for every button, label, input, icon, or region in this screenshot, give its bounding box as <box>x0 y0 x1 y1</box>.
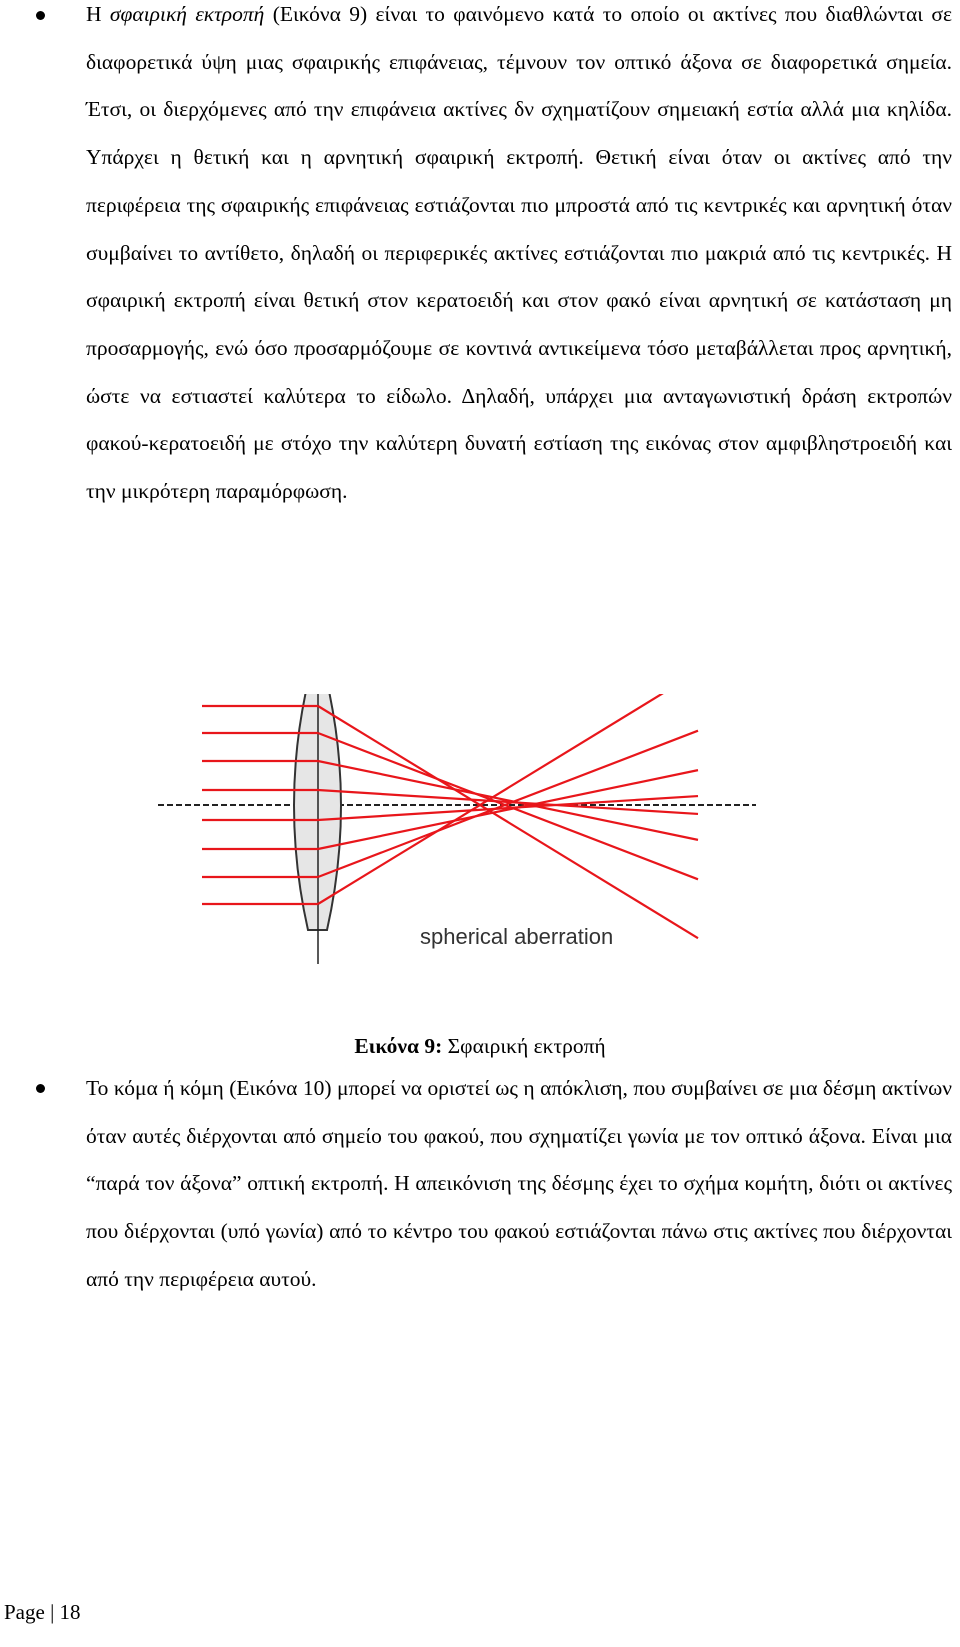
spherical-aberration-figure <box>150 694 770 1014</box>
bullet-dot <box>36 11 45 20</box>
term-spherical-aberration: σφαιρική εκτροπή <box>109 2 265 26</box>
light-rays <box>202 694 698 938</box>
refracted-ray <box>318 706 698 938</box>
caption-text: Σφαιρική εκτροπή <box>442 1034 606 1058</box>
bullet-dot <box>36 1084 45 1093</box>
paragraph-coma <box>86 1065 952 1304</box>
page-number: Page | 18 <box>4 1600 81 1624</box>
refracted-ray <box>318 733 698 879</box>
paragraph-spherical-aberration <box>86 0 952 516</box>
paragraph-body: (Εικόνα 9) είναι το φαινόμενο κατά το οποίο οι ακτίνες που διαθλώνται σε διαφορετικά ύψη μιας σφαιρικής επιφάνειας, τέμνουν τον οπτικό άξονα σε διαφορετικά σημεία. Έτσι, οι διερχόμενες από την επιφάνεια ακτίνες δν σχηματίζουν σημειακή εστία αλλά μια κηλίδα. Υπάρχει η θετική και η αρνητική σφαιρική εκτροπή. Θετική είναι όταν οι ακτίνες από την περιφέρεια της σφαιρικής επιφάνειας εστιάζονται πιο μπροστά από τις κεντρικές και αρνητική όταν συμβαίνει το αντίθετο, δηλαδή οι περιφερικές ακτίνες εστιάζονται πιο μακριά από τις κεντρικές. Η σφαιρική εκτροπή είναι θετική στον κερατοειδή και στον φακό είναι αρνητική σε κατάσταση μη προσαρμογής, ενώ όσο προσαρμόζουμε σε κοντινά αντικείμενα τόσο μεταβάλλεται προς αρνητική, ώστε να εστιαστεί καλύτερα το είδωλο. Δηλαδή, υπάρχει μια ανταγωνιστική δράση εκτροπών φακού-κερατοειδή με στόχο την καλύτερη δυνατή εστίαση της εικόνας στον αμφιβληστροειδή και την μικρότερη παραμόρφωση. <box>86 2 952 504</box>
paragraph-body: Το κόμα ή κόμη (Εικόνα 10) μπορεί να οριστεί ως η απόκλιση, που συμβαίνει σε μια δέσμη ακτίνων όταν αυτές διέρχονται από σημείο του φακού, που σχηματίζει γωνία με τον οπτικό άξονα. Είναι μια “παρά τον άξονα” οπτική εκτροπή. Η απεικόνιση της δέσμης έχει το σχήμα κομήτη, διότι οι ακτίνες που διέρχονται (υπό γωνία) από το κέντρο του φακού εστιάζονται πάνω στις ακτίνες που διέρχονται από την περιφέρεια αυτού. <box>86 1076 952 1291</box>
paragraph-prefix: Η <box>86 2 110 26</box>
caption-number: Εικόνα 9: <box>354 1034 443 1058</box>
refracted-ray <box>318 731 698 877</box>
figure-caption <box>0 1034 960 1059</box>
figure-label: spherical aberration <box>420 924 614 949</box>
